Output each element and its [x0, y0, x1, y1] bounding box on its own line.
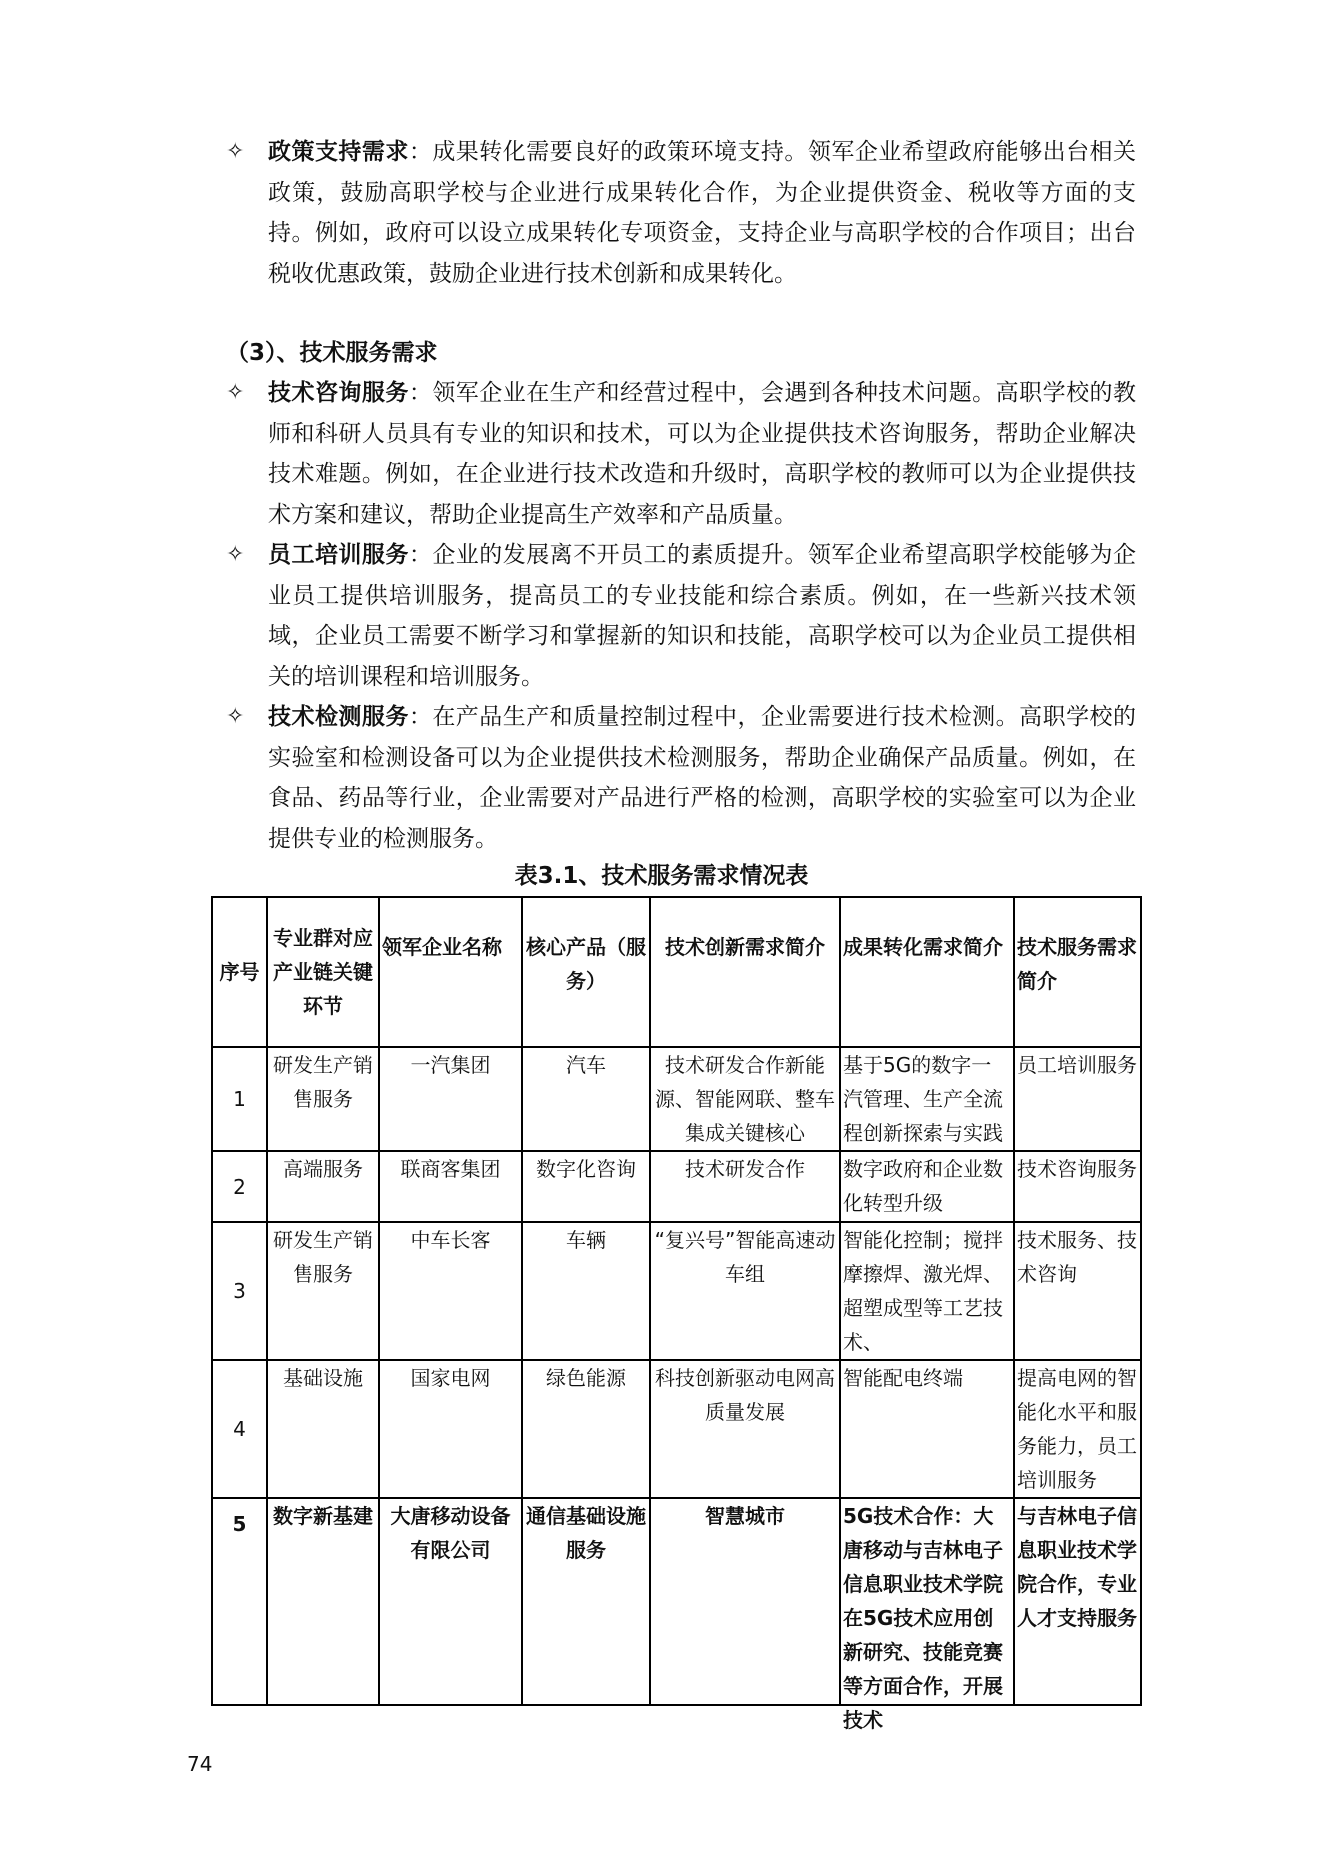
table-row	[212, 1222, 1141, 1360]
header-cell: 技术创新需求简介	[650, 897, 840, 1047]
diamond-bullet-icon: ✧	[226, 139, 245, 164]
bullet-title: 员工培训服务	[268, 542, 409, 568]
table-cell: 技术服务、技术咨询	[1014, 1222, 1141, 1360]
table-cell	[840, 1498, 1014, 1732]
table-cell: 技术研发合作新能源、智能网联、整车集成关键核心	[650, 1047, 840, 1151]
table-cell: 研发生产销售服务	[267, 1222, 379, 1360]
bullet-title: 技术咨询服务	[268, 380, 409, 406]
table-cell: 一汽集团	[379, 1047, 522, 1151]
row-number: 2	[212, 1151, 267, 1222]
table-cell: 大唐移动设备有限公司	[379, 1498, 522, 1705]
header-cell: 序号	[212, 897, 267, 1047]
table-cell: 联商客集团	[379, 1151, 522, 1222]
table-cell-text: 5G技术合作：大唐移动与吉林电子信息职业技术学院在5G技术应用创新研究、技能竞赛等方面合作，开展技术	[843, 1504, 1003, 1732]
table-header-row	[212, 897, 1141, 1047]
table-cell: 基于5G的数字一汽管理、生产全流程创新探索与实践	[840, 1047, 1014, 1151]
table-cell: 车辆	[522, 1222, 650, 1360]
table-cell: 数字政府和企业数化转型升级	[840, 1151, 1014, 1222]
table-cell: 数字新基建	[267, 1498, 379, 1705]
table-caption: 表3.1、技术服务需求情况表	[514, 863, 809, 889]
bullet-policy-support	[226, 132, 1136, 294]
bullet-title: 政策支持需求	[268, 139, 409, 165]
page-number: 74	[187, 1752, 213, 1776]
row-number: 3	[212, 1222, 267, 1360]
row-number: 5	[212, 1498, 267, 1705]
table-row	[212, 1151, 1141, 1222]
table-row	[212, 1498, 1141, 1705]
row-number: 4	[212, 1360, 267, 1498]
table-cell: 绿色能源	[522, 1360, 650, 1498]
bullet-text: ：企业的发展离不开员工的素质提升。领军企业希望高职学校能够为企业员工提供培训服务，提高员工的专业技能和综合素质。例如，在一些新兴技术领域，企业员工需要不断学习和掌握新的知识和技能，高职学校可以为企业员工提供相关的培训课程和培训服务。	[268, 542, 1137, 690]
table-cell: 智慧城市	[650, 1498, 840, 1705]
table-cell: 研发生产销售服务	[267, 1047, 379, 1151]
row-number: 1	[212, 1047, 267, 1151]
header-cell: 核心产品（服务）	[522, 897, 650, 1047]
table-cell: 科技创新驱动电网高质量发展	[650, 1360, 840, 1498]
table-cell: 汽车	[522, 1047, 650, 1151]
table-cell: 提高电网的智能化水平和服务能力，员工培训服务	[1014, 1360, 1141, 1498]
section-heading: （3）、技术服务需求	[226, 340, 438, 366]
table-cell: 国家电网	[379, 1360, 522, 1498]
table-cell: 智能配电终端	[840, 1360, 1014, 1498]
diamond-bullet-icon: ✧	[226, 380, 245, 405]
tech-service-demand-table	[211, 896, 1142, 1732]
bullet-tech-testing	[226, 697, 1136, 859]
table-cell: 中车长客	[379, 1222, 522, 1360]
table-cell: 智能化控制；搅拌摩擦焊、激光焊、超塑成型等工艺技术、	[840, 1222, 1014, 1360]
bullet-text: ：领军企业在生产和经营过程中，会遇到各种技术问题。高职学校的教师和科研人员具有专业的知识和技术，可以为企业提供技术咨询服务，帮助企业解决技术难题。例如，在企业进行技术改造和升级时，高职学校的教师可以为企业提供技术方案和建议，帮助企业提高生产效率和产品质量。	[268, 380, 1137, 528]
table-cell: 数字化咨询	[522, 1151, 650, 1222]
table-cell: “复兴号”智能高速动车组	[650, 1222, 840, 1360]
bullet-text: ：成果转化需要良好的政策环境支持。领军企业希望政府能够出台相关政策，鼓励高职学校与企业进行成果转化合作，为企业提供资金、税收等方面的支持。例如，政府可以设立成果转化专项资金，支持企业与高职学校的合作项目；出台税收优惠政策，鼓励企业进行技术创新和成果转化。	[268, 139, 1137, 287]
table-cell: 员工培训服务	[1014, 1047, 1141, 1151]
bullet-title: 技术检测服务	[268, 704, 409, 730]
header-cell: 成果转化需求简介	[840, 897, 1014, 1047]
diamond-bullet-icon: ✧	[226, 704, 245, 729]
bullet-tech-consulting	[226, 373, 1136, 535]
diamond-bullet-icon: ✧	[226, 542, 245, 567]
bullet-staff-training	[226, 535, 1136, 697]
header-cell: 领军企业名称	[379, 897, 522, 1047]
table-row	[212, 1047, 1141, 1151]
table-cell: 技术研发合作	[650, 1151, 840, 1222]
table-cell: 技术咨询服务	[1014, 1151, 1141, 1222]
table-cell: 与吉林电子信息职业技术学院合作，专业人才支持服务	[1014, 1498, 1141, 1705]
header-cell: 专业群对应产业链关键环节	[267, 897, 379, 1047]
header-cell: 技术服务需求简介	[1014, 897, 1141, 1047]
table-row	[212, 1360, 1141, 1498]
table-cell: 通信基础设施服务	[522, 1498, 650, 1705]
table-cell: 高端服务	[267, 1151, 379, 1222]
bullet-text: ：在产品生产和质量控制过程中，企业需要进行技术检测。高职学校的实验室和检测设备可以为企业提供技术检测服务，帮助企业确保产品质量。例如，在食品、药品等行业，企业需要对产品进行严格的检测，高职学校的实验室可以为企业提供专业的检测服务。	[268, 704, 1137, 852]
table-cell: 基础设施	[267, 1360, 379, 1498]
